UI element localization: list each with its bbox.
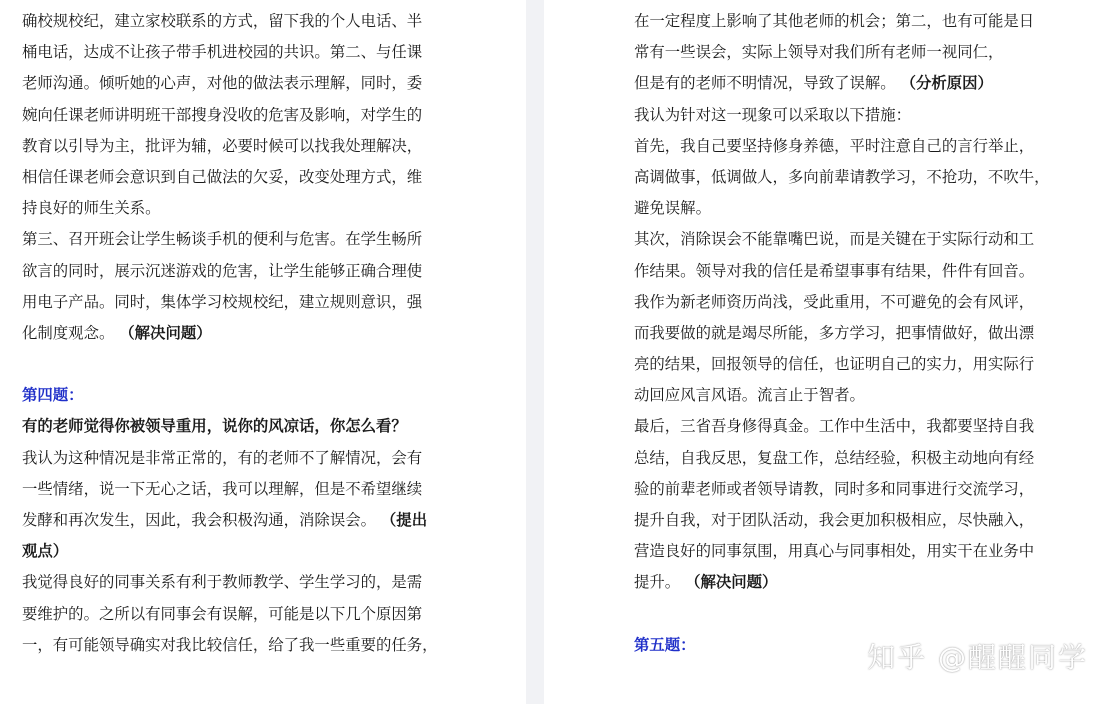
text-line: 我认为这种情况是非常正常的，有的老师不了解情况，会有 <box>22 448 423 467</box>
question-4-heading: 第四题： <box>22 386 84 405</box>
text-line: 提升自我，对于团队活动，我会更加积极相应，尽快融入， <box>634 511 1035 529</box>
text-line: 营造良好的同事氛围，用真心与同事相处，用实干在业务中 <box>634 542 1035 561</box>
line-text: 化制度观念。 <box>22 323 115 342</box>
section-tag: （解决问题） <box>685 573 778 592</box>
text-line: 相信任课老师会意识到自己做法的欠妥，改变处理方式，维 <box>22 167 423 186</box>
text-line: 一，有可能领导确实对我比较信任，给了我一些重要的任务， <box>22 635 438 654</box>
text-line <box>634 567 1054 598</box>
text-line: 亮的结果，回报领导的信任，也证明自己的实力，用实际行 <box>634 355 1035 374</box>
text-line: 我认为针对这一现象可以采取以下措施： <box>634 105 912 124</box>
text-line: 我作为新老师资历尚浅，受此重用，不可避免的会有风评， <box>634 292 1035 311</box>
text-line: 高调做事，低调做人，多向前辈请教学习，不抢功，不吹牛， <box>634 167 1050 186</box>
left-page-text <box>22 6 442 661</box>
line-text: 但是有的老师不明情况，导致了误解。 <box>634 74 896 93</box>
text-line <box>634 68 1054 99</box>
text-line: 作结果。领导对我的信任是希望事事有结果，件件有回音。 <box>634 261 1035 280</box>
text-line: 避免误解。 <box>634 199 711 218</box>
text-line: 一些情绪，说一下无心之话，我可以理解，但是不希望继续 <box>22 479 423 498</box>
text-line: 我觉得良好的同事关系有利于教师教学、学生学习的，是需 <box>22 573 423 592</box>
section-tag: （分析原因） <box>900 74 993 93</box>
line-text: 提升。 <box>634 573 681 592</box>
page-gutter <box>526 0 544 704</box>
text-line: 桶电话，达成不让孩子带手机进校园的共识。第二、与任课 <box>22 43 423 62</box>
right-page-text <box>634 6 1054 661</box>
blank-line <box>22 349 442 380</box>
question-5-heading: 第五题： <box>634 635 696 654</box>
text-line: 教育以引导为主，批评为辅，必要时候可以找我处理解决， <box>22 136 423 155</box>
text-line: 第三、召开班会让学生畅谈手机的便利与危害。在学生畅所 <box>22 230 423 249</box>
text-line: 最后，三省吾身修得真金。工作中生活中，我都要坚持自我 <box>634 417 1035 436</box>
left-page <box>0 0 526 704</box>
text-line: 动回应风言风语。流言止于智者。 <box>634 386 865 405</box>
section-tag: （提出 <box>380 511 428 529</box>
text-line: 用电子产品。同时，集体学习校规校纪，建立规则意识，强 <box>22 292 423 311</box>
text-line: 婉向任课老师讲明班干部搜身没收的危害及影响，对学生的 <box>22 105 423 124</box>
line-text: 发酵和再次发生，因此，我会积极沟通，消除误会。 <box>22 511 376 529</box>
text-line: 验的前辈老师或者领导请教，同时多和同事进行交流学习， <box>634 479 1035 498</box>
text-line: 持良好的师生关系。 <box>22 199 161 218</box>
section-tag: （解决问题） <box>119 323 212 342</box>
text-line: 欲言的同时，展示沉迷游戏的危害，让学生能够正确合理使 <box>22 261 423 280</box>
text-line: 首先，我自己要坚持修身养德，平时注意自己的言行举止， <box>634 136 1035 155</box>
text-line: 在一定程度上影响了其他老师的机会；第二，也有可能是日 <box>634 12 1035 30</box>
text-line: 而我要做的就是竭尽所能，多方学习，把事情做好，做出漂 <box>634 323 1035 342</box>
text-line <box>22 505 442 536</box>
question-4-text: 有的老师觉得你被领导重用，说你的风凉话，你怎么看？ <box>22 417 407 436</box>
right-page <box>544 0 1116 704</box>
text-line: 确校规校纪，建立家校联系的方式，留下我的个人电话、半 <box>22 12 423 30</box>
text-line: 常有一些误会，实际上领导对我们所有老师一视同仁， <box>634 43 1004 62</box>
section-tag: 观点） <box>22 542 69 561</box>
blank-line <box>634 599 1054 630</box>
watermark: 知乎 @醒醒同学 <box>867 641 1088 674</box>
text-line: 要维护的。之所以有同事会有误解，可能是以下几个原因第 <box>22 604 423 623</box>
text-line: 总结，自我反思，复盘工作，总结经验，积极主动地向有经 <box>634 448 1035 467</box>
text-line <box>22 318 442 349</box>
text-line: 其次，消除误会不能靠嘴巴说，而是关键在于实际行动和工 <box>634 230 1035 249</box>
text-line: 老师沟通。倾听她的心声，对他的做法表示理解，同时，委 <box>22 74 423 93</box>
